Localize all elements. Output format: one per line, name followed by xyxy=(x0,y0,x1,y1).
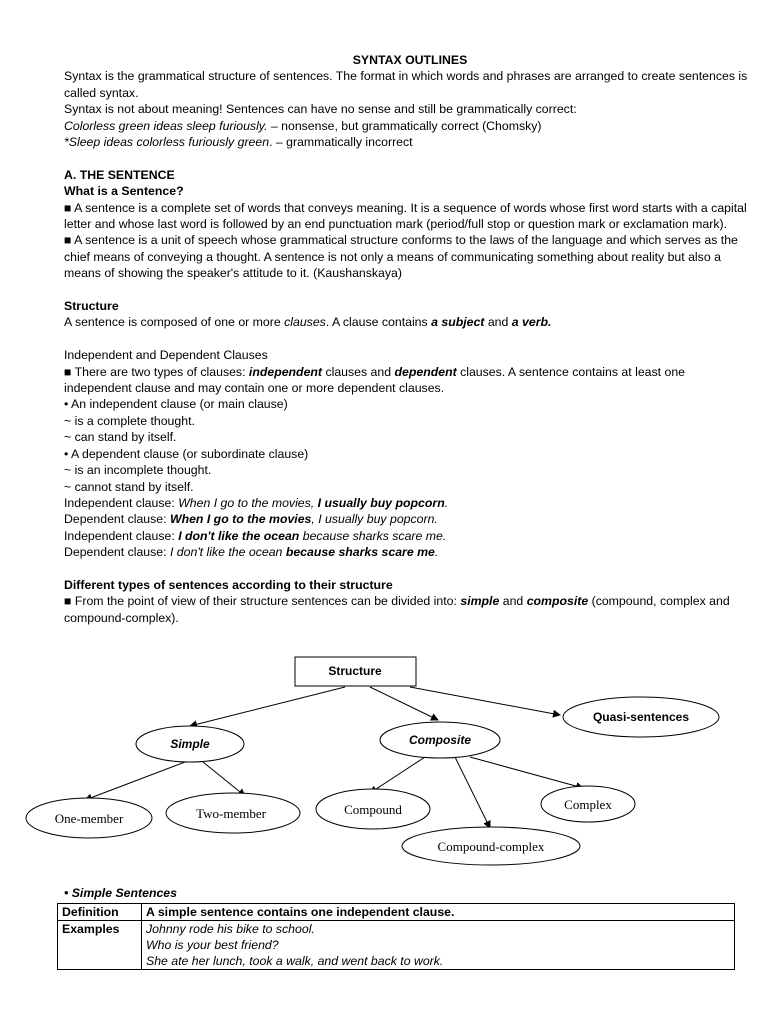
clause-example-label: Dependent clause: xyxy=(64,512,170,527)
clauses-text: clauses. A sentence contains at least one independent clause and may contain one or more dependent clauses. xyxy=(64,364,685,396)
example-correct xyxy=(64,118,756,134)
clause-example-italic: , I usually buy popcorn. xyxy=(311,512,438,527)
simple-label: Simple xyxy=(170,737,210,751)
types-paragraph xyxy=(64,593,756,626)
simple-sentences-table xyxy=(57,903,735,970)
list-item: • An independent clause (or main clause) xyxy=(64,397,288,412)
structure-text: and xyxy=(484,315,512,330)
structure-label: Structure xyxy=(328,664,382,678)
types-simple: simple xyxy=(460,594,500,609)
diagram-arrow xyxy=(470,757,583,788)
example-incorrect xyxy=(64,134,756,150)
intro-paragraph: Syntax is the grammatical structure of sentences. The format in which words and phrases are arranged to create sentences is called syntax. xyxy=(64,69,748,100)
document-body xyxy=(64,52,756,626)
example-sentence: She ate her lunch, took a walk, and went back to work. xyxy=(146,954,444,968)
list-item: ~ is a complete thought. xyxy=(64,413,195,428)
types-composite: composite xyxy=(526,594,589,609)
structure-clauses: clauses xyxy=(284,315,326,330)
structure-subject: a subject xyxy=(431,315,485,330)
clause-example xyxy=(64,511,756,527)
clause-example-end: . xyxy=(434,545,439,560)
structure-verb: a verb. xyxy=(511,315,552,330)
sentence-definition-2: ■ A sentence is a unit of speech whose grammatical structure conforms to the laws of the language and which serves as the chief means of conveying a thought. A sentence is not only a means of communicating something about reality but also a means of showing the speaker's attitude to it. (Kaushanskaya) xyxy=(64,233,738,281)
structure-text: . A clause contains xyxy=(325,315,432,330)
sentence-definition-1: ■ A sentence is a complete set of words that conveys meaning. It is a sequence of words whose first word starts with a capital letter and whose last word is followed by an end punctuation mark (period/full stop or question mark or exclamation mark). xyxy=(64,200,747,232)
intro-note: Syntax is not about meaning! Sentences can have no sense and still be grammatically correct: xyxy=(64,102,577,117)
list-item: ~ is an incomplete thought. xyxy=(64,463,212,478)
clauses-text: ■ There are two types of clauses: xyxy=(64,364,249,379)
examples-cell xyxy=(142,921,735,970)
types-heading: Different types of sentences according to their structure xyxy=(64,577,393,592)
list-item: ~ can stand by itself. xyxy=(64,430,177,445)
structure-heading: Structure xyxy=(64,299,119,314)
table-row xyxy=(58,904,735,921)
clause-example-italic: because sharks scare me. xyxy=(299,528,447,543)
example-correct-rest: – nonsense, but grammatically correct (Chomsky) xyxy=(267,118,542,133)
structure-text: A sentence is composed of one or more xyxy=(64,315,285,330)
clause-example xyxy=(64,495,756,511)
types-text: and xyxy=(499,594,527,609)
clause-example-bold: because sharks scare me xyxy=(285,545,435,560)
types-text: (compound, complex and compound-complex). xyxy=(64,594,730,625)
what-is-sentence-heading: What is a Sentence? xyxy=(64,184,184,199)
clause-example-bold: I don't like the ocean xyxy=(178,528,300,543)
diagram-arrow xyxy=(410,687,560,715)
diagram-arrow xyxy=(190,687,345,726)
clauses-paragraph xyxy=(64,364,756,397)
table-row xyxy=(58,921,735,970)
one-member-label: One-member xyxy=(54,811,124,826)
example-sentence: Johnny rode his bike to school. xyxy=(146,922,315,936)
clauses-text: clauses and xyxy=(322,364,395,379)
clause-example-label: Dependent clause: xyxy=(64,545,170,560)
diagram-arrow xyxy=(370,687,438,720)
diagram-arrow xyxy=(203,762,245,796)
section-a-heading: A. THE SENTENCE xyxy=(64,167,175,182)
clauses-independent: independent xyxy=(248,364,323,379)
examples-label: Examples xyxy=(58,921,142,970)
compound-complex-label: Compound-complex xyxy=(437,839,545,854)
definition-text: A simple sentence contains one independent clause. xyxy=(142,904,735,921)
page-title: SYNTAX OUTLINES xyxy=(352,53,468,67)
list-item: • A dependent clause (or subordinate clause) xyxy=(64,446,309,461)
simple-sentences-title: • Simple Sentences xyxy=(64,886,177,900)
example-incorrect-italic: *Sleep ideas colorless furiously green xyxy=(64,135,270,150)
list-item: ~ cannot stand by itself. xyxy=(64,479,194,494)
clause-example-end: . xyxy=(444,495,449,510)
clause-example-bold: When I go to the movies xyxy=(169,512,312,527)
example-correct-italic: Colorless green ideas sleep furiously. xyxy=(64,118,268,133)
example-sentence: Who is your best friend? xyxy=(146,938,279,952)
diagram-arrow xyxy=(455,757,490,828)
structure-diagram xyxy=(0,650,768,870)
composite-label: Composite xyxy=(408,733,472,747)
clause-example-italic: I don't like the ocean xyxy=(169,545,286,560)
diagram-arrow xyxy=(85,762,185,800)
clauses-heading: Independent and Dependent Clauses xyxy=(64,348,268,363)
clause-example-label: Independent clause: xyxy=(64,528,179,543)
quasi-sentences-label: Quasi-sentences xyxy=(592,710,690,724)
clauses-dependent: dependent xyxy=(394,364,457,379)
compound-label: Compound xyxy=(344,802,402,817)
example-incorrect-rest: . – grammatically incorrect xyxy=(269,135,413,150)
clause-example-italic: When I go to the movies, xyxy=(178,495,318,510)
definition-label: Definition xyxy=(58,904,142,921)
clause-example-bold: I usually buy popcorn xyxy=(317,495,445,510)
types-text: ■ From the point of view of their structure sentences can be divided into: xyxy=(64,594,461,609)
clause-example-label: Independent clause: xyxy=(64,495,179,510)
complex-label: Complex xyxy=(564,797,612,812)
clause-example xyxy=(64,544,756,560)
diagram-arrow xyxy=(370,757,425,793)
structure-paragraph xyxy=(64,314,756,330)
clause-example xyxy=(64,528,756,544)
two-member-label: Two-member xyxy=(196,806,266,821)
